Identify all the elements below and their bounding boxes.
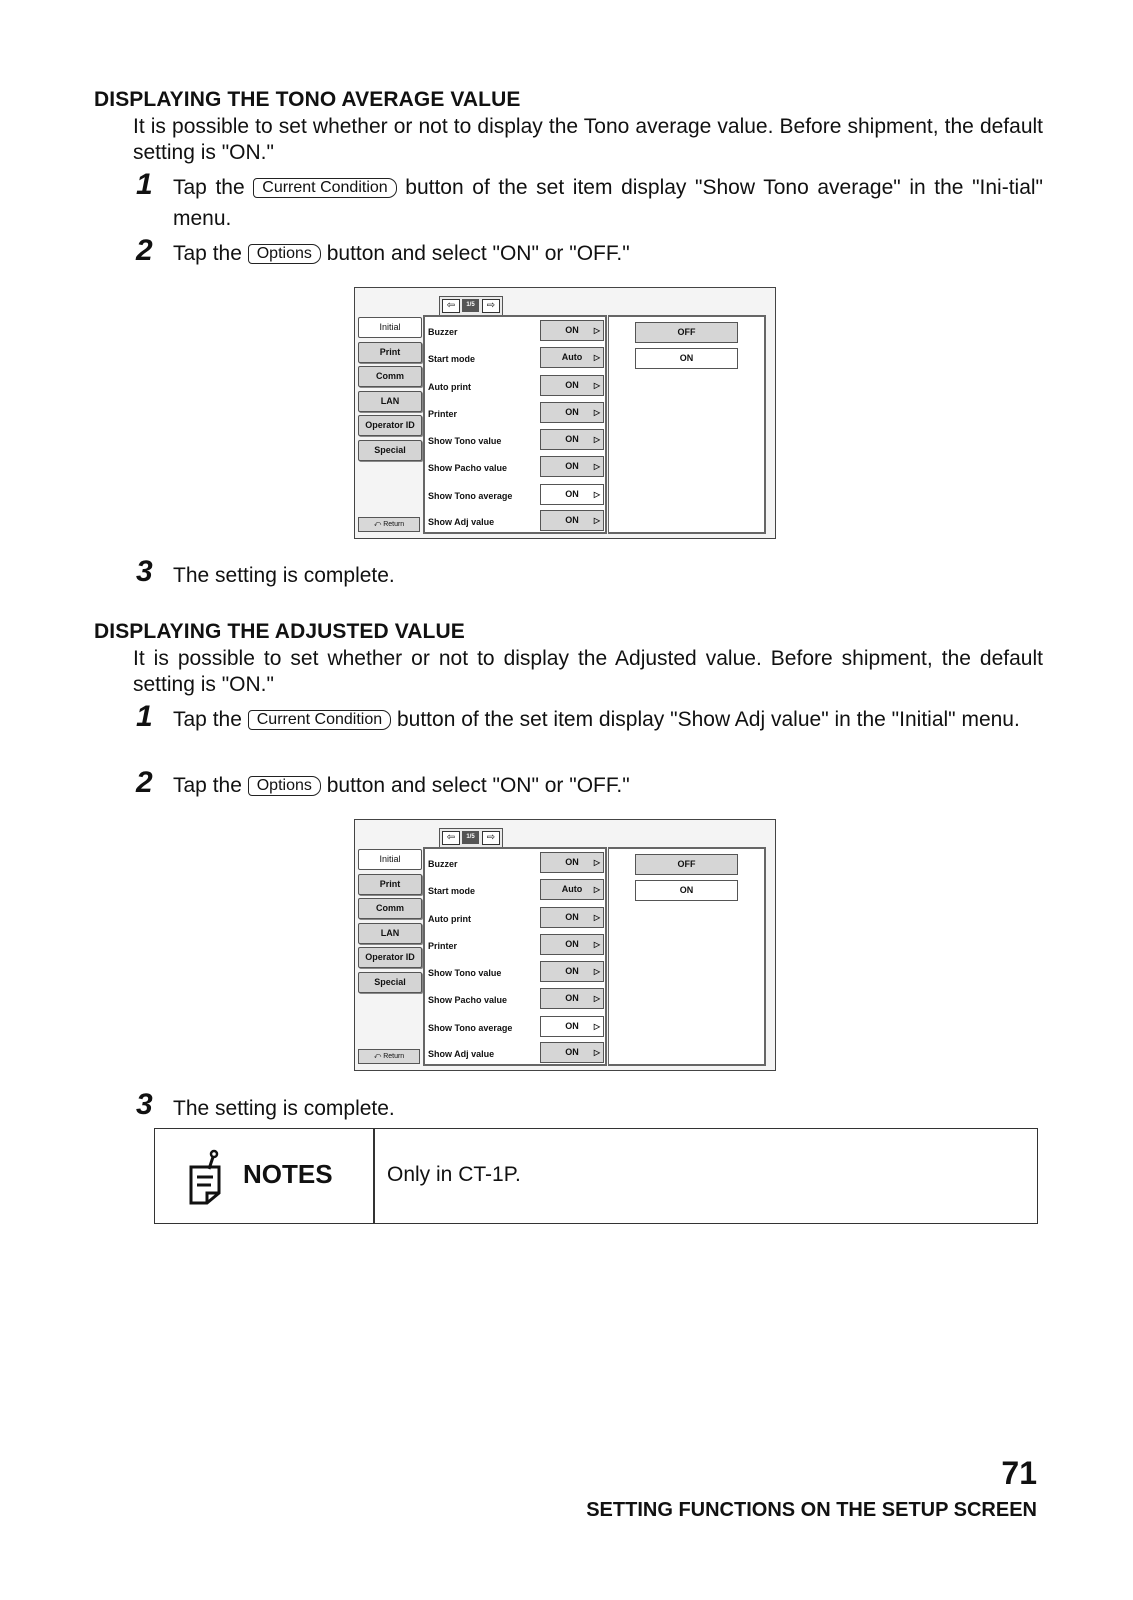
current-condition-value: ON ▷ bbox=[540, 456, 604, 477]
setting-label: Show Tono average bbox=[428, 491, 513, 501]
step-text-pre: Tap the bbox=[173, 242, 242, 265]
step-text-pre: Tap the bbox=[173, 708, 242, 731]
setting-label: Start mode bbox=[428, 354, 476, 364]
play-arrow-icon: ▷ bbox=[593, 462, 600, 471]
setting-label: Start mode bbox=[428, 886, 476, 896]
play-arrow-icon: ▷ bbox=[593, 408, 600, 417]
current-condition-value: ON ▷ bbox=[540, 907, 604, 928]
prev-page-arrow-icon: ⇦ bbox=[442, 299, 460, 313]
notepad-icon bbox=[187, 1149, 227, 1207]
step-number: 2 bbox=[136, 766, 153, 799]
tab-initial: Initial bbox=[358, 849, 422, 870]
page-indicator: 1/5 bbox=[462, 831, 479, 844]
step-instruction: The setting is complete. bbox=[173, 1097, 395, 1120]
settings-list bbox=[423, 315, 607, 534]
page-nav bbox=[439, 828, 503, 847]
play-arrow-icon: ▷ bbox=[593, 940, 600, 949]
step-text-post: button and select "ON" or "OFF." bbox=[326, 242, 630, 265]
setting-label: Printer bbox=[428, 409, 458, 419]
play-arrow-icon: ▷ bbox=[593, 885, 600, 894]
setting-label: Buzzer bbox=[428, 327, 458, 337]
step-instruction bbox=[173, 172, 1043, 234]
play-arrow-icon: ▷ bbox=[593, 326, 600, 335]
tab-special: Special bbox=[358, 440, 422, 461]
next-page-arrow-icon: ⇨ bbox=[482, 299, 500, 313]
setup-screen-image bbox=[354, 819, 776, 1071]
play-arrow-icon: ▷ bbox=[593, 1048, 600, 1057]
step-text-post: button of the set item display "Show Adj value" in the "Initial" menu. bbox=[396, 708, 1020, 731]
current-condition-value: ON ▷ bbox=[540, 988, 604, 1009]
tab-print: Print bbox=[358, 342, 422, 363]
tab-lan: LAN bbox=[358, 923, 422, 944]
play-arrow-icon: ▷ bbox=[593, 1022, 600, 1031]
play-arrow-icon: ▷ bbox=[593, 858, 600, 867]
return-button: ⤺ Return bbox=[358, 1049, 420, 1064]
tab-lan: LAN bbox=[358, 391, 422, 412]
option-on: ON bbox=[635, 880, 738, 901]
play-arrow-icon: ▷ bbox=[593, 994, 600, 1003]
step-number: 3 bbox=[136, 1088, 153, 1121]
current-condition-value: ON ▷ bbox=[540, 484, 604, 505]
setting-label: Show Pacho value bbox=[428, 995, 508, 1005]
step-instruction bbox=[173, 770, 1043, 801]
tab-comm: Comm bbox=[358, 366, 422, 387]
current-condition-value: ON ▷ bbox=[540, 961, 604, 982]
play-arrow-icon: ▷ bbox=[593, 490, 600, 499]
step-text-pre: Tap the bbox=[173, 774, 242, 797]
section-heading-adjusted-value: DISPLAYING THE ADJUSTED VALUE bbox=[94, 620, 465, 643]
setting-label: Show Tono value bbox=[428, 436, 502, 446]
setting-label: Auto print bbox=[428, 914, 471, 924]
page-nav bbox=[439, 296, 503, 315]
setting-label: Show Adj value bbox=[428, 1049, 495, 1059]
setting-label: Auto print bbox=[428, 382, 471, 392]
notes-text: Only in CT-1P. bbox=[387, 1163, 521, 1186]
options-button: Options bbox=[248, 244, 321, 264]
page-indicator: 1/5 bbox=[462, 299, 479, 312]
play-arrow-icon: ▷ bbox=[593, 353, 600, 362]
current-condition-value: ON ▷ bbox=[540, 510, 604, 531]
page-footer: SETTING FUNCTIONS ON THE SETUP SCREEN bbox=[586, 1499, 1037, 1521]
step-text-post: button of the set item display "Show Tono average" in the "Ini-tial" menu. bbox=[173, 176, 1043, 230]
step-instruction bbox=[173, 704, 1043, 735]
setting-label: Show Adj value bbox=[428, 517, 495, 527]
option-off: OFF bbox=[635, 322, 738, 343]
section-heading-tono-average: DISPLAYING THE TONO AVERAGE VALUE bbox=[94, 88, 521, 111]
current-condition-value: ON ▷ bbox=[540, 402, 604, 423]
current-condition-value: ON ▷ bbox=[540, 320, 604, 341]
current-condition-button: Current Condition bbox=[248, 710, 391, 730]
current-condition-value: ON ▷ bbox=[540, 852, 604, 873]
tab-operator-id: Operator ID bbox=[358, 947, 422, 968]
options-button: Options bbox=[248, 776, 321, 796]
step-instruction: The setting is complete. bbox=[173, 564, 395, 587]
return-button: ⤺ Return bbox=[358, 517, 420, 532]
setting-label: Buzzer bbox=[428, 859, 458, 869]
play-arrow-icon: ▷ bbox=[593, 967, 600, 976]
tab-initial: Initial bbox=[358, 317, 422, 338]
settings-list bbox=[423, 847, 607, 1066]
options-panel bbox=[608, 847, 766, 1066]
notes-box bbox=[154, 1128, 1038, 1224]
step-number: 1 bbox=[136, 168, 153, 201]
play-arrow-icon: ▷ bbox=[593, 516, 600, 525]
tab-operator-id: Operator ID bbox=[358, 415, 422, 436]
tab-special: Special bbox=[358, 972, 422, 993]
prev-page-arrow-icon: ⇦ bbox=[442, 831, 460, 845]
step-number: 2 bbox=[136, 234, 153, 267]
options-panel bbox=[608, 315, 766, 534]
setting-label: Show Tono value bbox=[428, 968, 502, 978]
next-page-arrow-icon: ⇨ bbox=[482, 831, 500, 845]
section-intro: It is possible to set whether or not to display the Tono average value. Before shipment, the default setting is "ON." bbox=[133, 115, 1043, 164]
current-condition-value: ON ▷ bbox=[540, 375, 604, 396]
option-off: OFF bbox=[635, 854, 738, 875]
option-on: ON bbox=[635, 348, 738, 369]
step-text-post: button and select "ON" or "OFF." bbox=[326, 774, 630, 797]
step-instruction bbox=[173, 238, 1043, 269]
current-condition-value: Auto ▷ bbox=[540, 879, 604, 900]
tab-comm: Comm bbox=[358, 898, 422, 919]
play-arrow-icon: ▷ bbox=[593, 435, 600, 444]
page-number: 71 bbox=[1001, 1455, 1037, 1491]
play-arrow-icon: ▷ bbox=[593, 381, 600, 390]
setting-label: Printer bbox=[428, 941, 458, 951]
notes-divider bbox=[373, 1129, 375, 1223]
current-condition-value: ON ▷ bbox=[540, 934, 604, 955]
current-condition-value: Auto ▷ bbox=[540, 347, 604, 368]
current-condition-value: ON ▷ bbox=[540, 1042, 604, 1063]
current-condition-button: Current Condition bbox=[253, 178, 396, 198]
section-intro: It is possible to set whether or not to display the Adjusted value. Before shipment, the default setting is "ON." bbox=[133, 647, 1043, 696]
notes-label: NOTES bbox=[243, 1159, 333, 1189]
current-condition-value: ON ▷ bbox=[540, 1016, 604, 1037]
step-number: 1 bbox=[136, 700, 153, 733]
setting-label: Show Pacho value bbox=[428, 463, 508, 473]
tab-print: Print bbox=[358, 874, 422, 895]
setting-label: Show Tono average bbox=[428, 1023, 513, 1033]
play-arrow-icon: ▷ bbox=[593, 913, 600, 922]
step-text-pre: Tap the bbox=[173, 176, 245, 199]
setup-screen-image bbox=[354, 287, 776, 539]
step-number: 3 bbox=[136, 555, 153, 588]
current-condition-value: ON ▷ bbox=[540, 429, 604, 450]
